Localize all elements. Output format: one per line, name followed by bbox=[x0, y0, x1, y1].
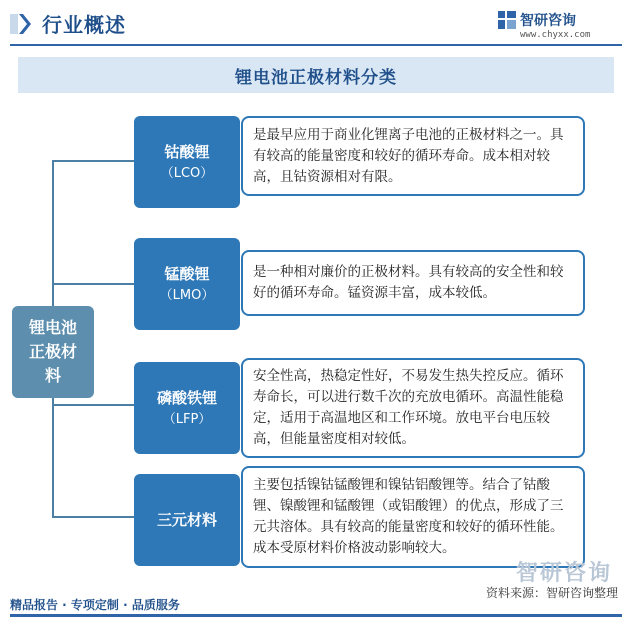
description-text: 主要包括镍钴锰酸锂和镍钴铝酸锂等。结合了钴酸锂、镍酸锂和锰酸锂（或铝酸锂）的优点，形成了三元共溶体。具有较高的能量密度和较好的循环性能。成本受原材料价格波动影响较大。 bbox=[253, 477, 564, 556]
header-chevron-icon bbox=[10, 12, 36, 36]
source-note: 资料来源：智研咨询整理 bbox=[485, 586, 618, 600]
header-divider bbox=[10, 44, 622, 46]
category-node-lfp bbox=[134, 362, 240, 454]
diagram-title: 锂电池正极材料分类 bbox=[18, 57, 614, 93]
category-name: 三元材料 bbox=[156, 511, 217, 529]
category-node-lco bbox=[134, 116, 240, 208]
category-name: 钴酸锂 bbox=[164, 142, 210, 161]
footer-divider bbox=[10, 614, 622, 617]
category-description-lfp bbox=[241, 358, 585, 458]
category-node-ternary bbox=[134, 474, 240, 566]
connector-branch-2 bbox=[52, 283, 134, 285]
category-description-lmo bbox=[241, 250, 585, 316]
category-abbr: （LMO） bbox=[159, 287, 215, 303]
category-abbr: （LFP） bbox=[162, 411, 212, 427]
connector-branch-3 bbox=[52, 404, 134, 406]
category-description-lco bbox=[241, 116, 585, 196]
category-node-lmo bbox=[134, 238, 240, 330]
description-text: 安全性高，热稳定性好，不易发生热失控反应。循环寿命长，可以进行数千次的充放电循环。高温性能稳定，适用于高温地区和工作环境。放电平台电压较高，但能量密度相对较低。 bbox=[253, 368, 564, 447]
description-text: 是最早应用于商业化锂离子电池的正极材料之一。具有较高的能量密度和较好的循环寿命。成本相对较高，且钴资源相对有限。 bbox=[253, 126, 564, 185]
brand bbox=[498, 9, 618, 45]
brand-name: 智研咨询 bbox=[520, 13, 576, 29]
page-title: 行业概述 bbox=[42, 13, 126, 37]
root-label: 锂电池正极材料 bbox=[28, 318, 77, 385]
brand-url: www.chyxx.com bbox=[520, 30, 591, 40]
description-text: 是一种相对廉价的正极材料。具有较高的安全性和较好的循环寿命。锰资源丰富，成本较低。 bbox=[253, 264, 564, 301]
category-name: 锰酸锂 bbox=[164, 264, 210, 283]
category-description-ternary bbox=[241, 466, 585, 568]
footer-slogan: 精品报告 · 专项定制 · 品质服务 bbox=[10, 598, 180, 612]
root-node bbox=[12, 306, 94, 398]
category-abbr: （LCO） bbox=[160, 165, 214, 181]
connector-branch-4 bbox=[52, 516, 134, 518]
brand-logo-icon bbox=[498, 11, 516, 29]
category-name: 磷酸铁锂 bbox=[156, 388, 217, 407]
footer-logo: 智研咨询 bbox=[515, 561, 612, 586]
connector-branch-1 bbox=[52, 160, 134, 162]
